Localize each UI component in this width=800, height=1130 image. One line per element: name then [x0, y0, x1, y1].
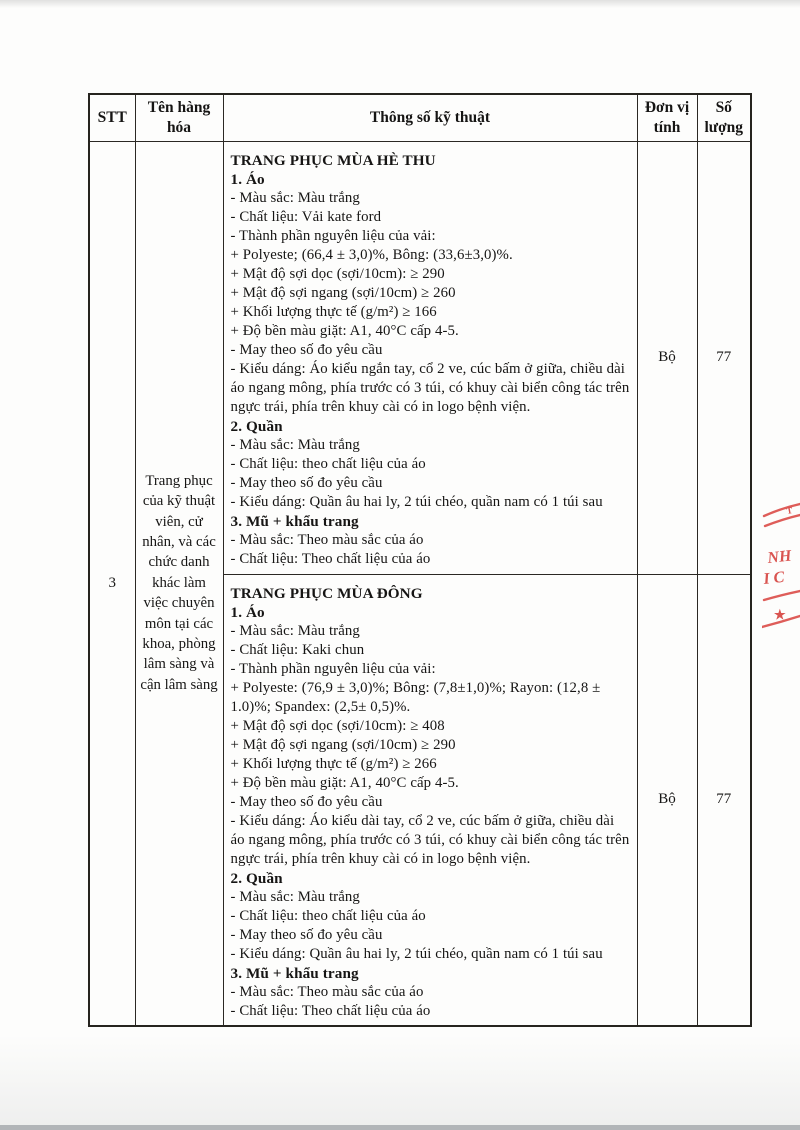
spec-line: - Màu sắc: Màu trắng — [230, 888, 360, 905]
spec-line: - May theo số đo yêu cầu — [230, 793, 383, 810]
stt-cell: 3 — [89, 141, 135, 1026]
spec-line: - Kiểu dáng: Quần âu hai ly, 2 túi chéo, quần nam có 1 túi sau — [230, 493, 603, 510]
spec-line: - Chất liệu: theo chất liệu của áo — [230, 455, 426, 472]
spec-cell-winter — [223, 574, 637, 1026]
stamp-arc-bottom-inner — [764, 591, 800, 600]
specs-table — [88, 93, 752, 1027]
spec-line: - Chất liệu: theo chất liệu của áo — [230, 907, 426, 924]
header-cell-stt: STT — [89, 94, 135, 141]
spec-line: - May theo số đo yêu cầu — [230, 341, 383, 358]
stamp-text-line2: I C — [762, 568, 786, 588]
spec-line: - Chất liệu: Kaki chun — [230, 641, 365, 658]
unit-cell-summer: Bộ — [637, 141, 697, 574]
header-cell-quantity: Số lượng — [697, 94, 751, 141]
quantity-cell-summer: 77 — [697, 141, 751, 574]
spec-line: 2. Quần — [230, 417, 283, 435]
spec-line: 1. Áo — [230, 603, 265, 621]
scan-shadow-bottom — [0, 1035, 800, 1125]
spec-line: + Khối lượng thực tế (g/m²) ≥ 266 — [230, 755, 437, 772]
spec-line: - Chất liệu: Vải kate ford — [230, 208, 382, 225]
spec-line: + Polyeste; (66,4 ± 3,0)%, Bông: (33,6±3,0)%. — [230, 246, 513, 263]
spec-line: 2. Quần — [230, 869, 283, 887]
spec-line: - Màu sắc: Màu trắng — [230, 189, 360, 206]
spec-line: - Kiểu dáng: Quần âu hai ly, 2 túi chéo, quần nam có 1 túi sau — [230, 945, 603, 962]
spec-cell-summer — [223, 141, 637, 574]
spec-line: TRANG PHỤC MÙA ĐÔNG — [230, 584, 423, 602]
spec-line: + Khối lượng thực tế (g/m²) ≥ 166 — [230, 303, 437, 320]
spec-line: TRANG PHỤC MÙA HÈ THU — [230, 151, 436, 169]
spec-line: + Độ bền màu giặt: A1, 40°C cấp 4-5. — [230, 322, 459, 339]
stamp-arc-top-outer — [764, 504, 800, 516]
spec-line: - Màu sắc: Theo màu sắc của áo — [230, 983, 424, 1000]
stamp-text-line1: NH — [766, 547, 793, 567]
stamp-arc-bottom-outer — [762, 616, 800, 627]
spec-line: - Chất liệu: Theo chất liệu của áo — [230, 550, 431, 567]
unit-cell-winter: Bộ — [637, 574, 697, 1026]
spec-line: - Màu sắc: Màu trắng — [230, 436, 360, 453]
spec-line: + Mật độ sợi ngang (sợi/10cm) ≥ 260 — [230, 284, 456, 301]
header-row — [89, 94, 751, 141]
spec-line: - Thành phần nguyên liệu của vải: — [230, 660, 436, 677]
spec-line: 3. Mũ + khẩu trang — [230, 512, 359, 530]
header-cell-unit: Đơn vị tính — [637, 94, 697, 141]
scan-shadow-top — [0, 0, 800, 8]
spec-line: + Độ bền màu giặt: A1, 40°C cấp 4-5. — [230, 774, 459, 791]
spec-line: - Kiểu dáng: Áo kiểu ngắn tay, cổ 2 ve, cúc bấm ở giữa, chiều dài áo ngang mông, phía trước có 3 túi, có khuy cài biển công tác trên ngực trái, phía trên khuy cài có in logo bệnh viện. — [230, 360, 630, 415]
spec-line: - Thành phần nguyên liệu của vải: — [230, 227, 436, 244]
table-row-summer — [89, 141, 751, 574]
spec-line: 3. Mũ + khẩu trang — [230, 964, 359, 982]
spec-line: + Polyeste: (76,9 ± 3,0)%; Bông: (7,8±1,0)%; Rayon: (12,8 ± 1.0)%; Spandex: (2,5± 0,5)%. — [230, 679, 601, 715]
red-stamp-fragment — [762, 492, 800, 634]
spec-line: - Màu sắc: Theo màu sắc của áo — [230, 531, 424, 548]
spec-line: + Mật độ sợi dọc (sợi/10cm): ≥ 290 — [230, 265, 445, 282]
spec-line: - Kiểu dáng: Áo kiểu dài tay, cổ 2 ve, cúc bấm ở giữa, chiều dài áo ngang mông, phía trước có 3 túi, có khuy cài biển công tác trên ngực trái, phía trên khuy cài có in logo bệnh viện. — [230, 812, 630, 867]
quantity-cell-winter: 77 — [697, 574, 751, 1026]
stamp-arc-text: T — [785, 505, 794, 516]
spec-line: - May theo số đo yêu cầu — [230, 474, 383, 491]
stamp-arc-top-inner — [765, 515, 800, 526]
header-cell-product-name: Tên hàng hóa — [135, 94, 223, 141]
scan-edge-bottom — [0, 1125, 800, 1130]
spec-line: + Mật độ sợi dọc (sợi/10cm): ≥ 408 — [230, 717, 445, 734]
spec-lines-winter — [231, 584, 631, 1021]
product-name-cell: Trang phục của kỹ thuật viên, cử nhân, và các chức danh khác làm việc chuyên môn tại các khoa, phòng lâm sàng và cận lâm sàng — [135, 141, 223, 1026]
spec-line: - May theo số đo yêu cầu — [230, 926, 383, 943]
stamp-star-icon: ★ — [774, 607, 786, 622]
spec-line: + Mật độ sợi ngang (sợi/10cm) ≥ 290 — [230, 736, 456, 753]
spec-line: 1. Áo — [230, 170, 265, 188]
spec-lines-summer — [231, 151, 631, 569]
header-cell-specs: Thông số kỹ thuật — [223, 94, 637, 141]
spec-line: - Màu sắc: Màu trắng — [230, 622, 360, 639]
spec-line: - Chất liệu: Theo chất liệu của áo — [230, 1002, 431, 1019]
